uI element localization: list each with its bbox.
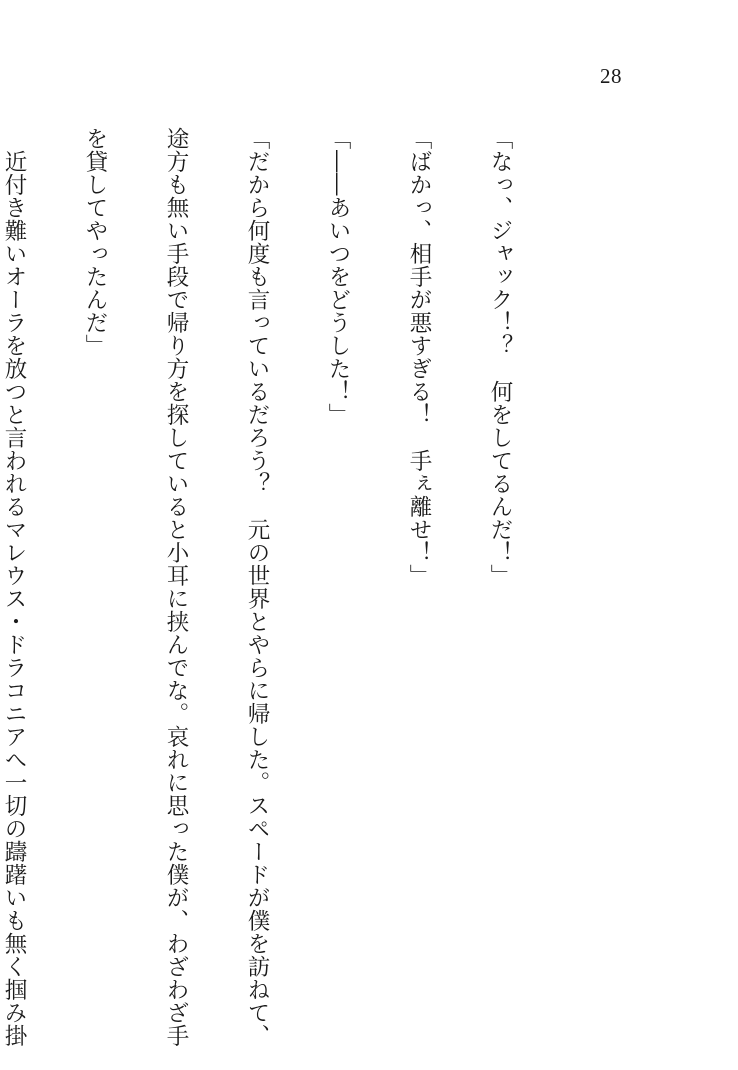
page-number: 28 — [600, 64, 622, 88]
vertical-text-body — [1, 127, 567, 1047]
text-line: 「だから何度も言っているだろう？ 元の世界とやらに帰した。スペードが僕を訪ねて、 — [244, 127, 270, 1047]
text-line: 「なっ、ジャック！？ 何をしてるんだ！」 — [487, 127, 513, 587]
text-line: 途方も無い手段で帰り方を探していると小耳に挟んでな。哀れに思った僕が、わざわざ手 — [163, 127, 189, 1047]
text-line: 「ばかっ、相手が悪すぎる！ 手ぇ離せ！」 — [406, 127, 432, 587]
text-line: 「――あいつをどうした！」 — [325, 127, 351, 426]
text-line: 近付き難いオーラを放つと言われるマレウス・ドラコニアへ一切の躊躇いも無く掴み掛 — [1, 127, 27, 1047]
text-line: を貸してやったんだ」 — [82, 127, 108, 357]
